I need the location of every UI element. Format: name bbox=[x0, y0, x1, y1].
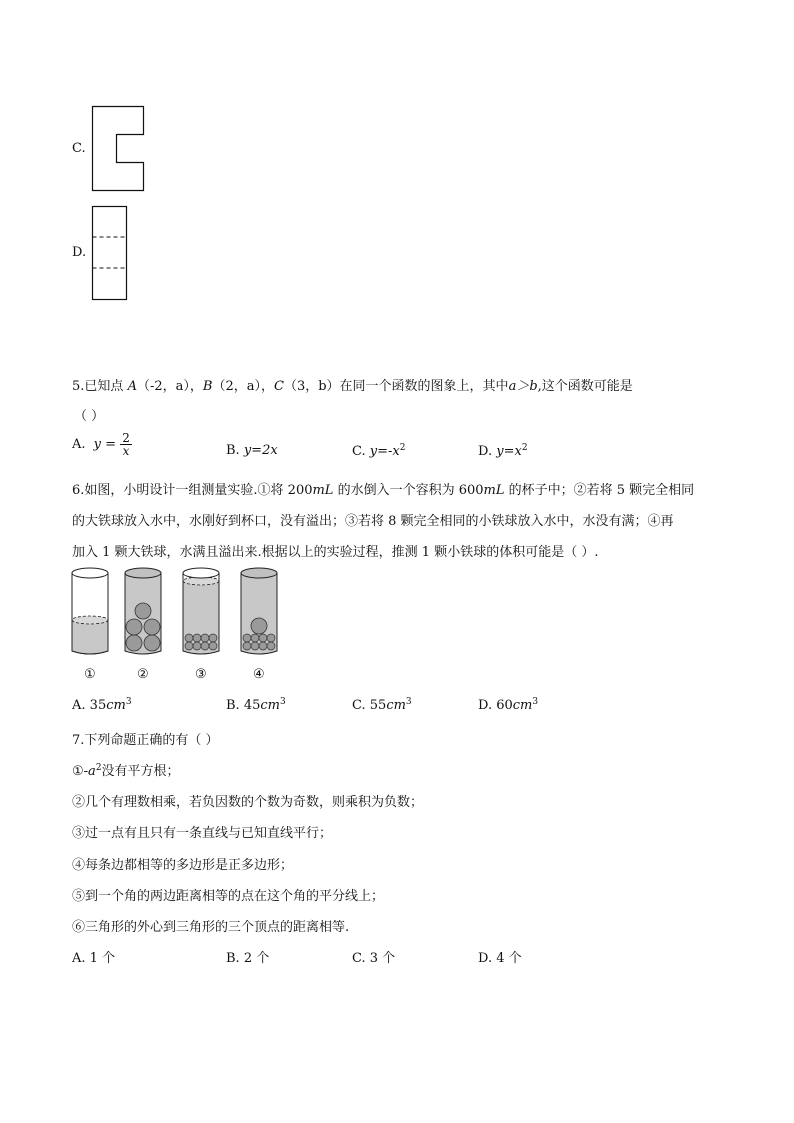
q5-option-a: A. y = $\frac{2}{x}$ bbox=[72, 431, 130, 458]
q6-option-d: D. $60cm^3$ bbox=[478, 697, 539, 713]
q7-statement-6: ⑥三角形的外心到三角形的三个顶点的距离相等. bbox=[72, 920, 350, 935]
q4-option-d-label: D. bbox=[72, 245, 87, 260]
q4-option-c-label: C. bbox=[72, 141, 86, 156]
q5-option-c: C. $y=-x^2$ bbox=[352, 443, 406, 459]
q7-option-a: A. 1 个 bbox=[72, 951, 116, 966]
q5-stem: 5.已知点 A（-2，a），B（2，a），C（3，b）在同一个函数的图象上，其中a＞b,这个函数可能是 bbox=[72, 379, 633, 394]
q6-option-c: C. $55cm^3$ bbox=[352, 697, 412, 713]
cup-label-2: ② bbox=[137, 667, 149, 682]
q7-option-c: C. 3 个 bbox=[352, 951, 396, 966]
q6-cups-figure bbox=[68, 565, 288, 661]
cup-2 bbox=[125, 568, 161, 654]
q5-answer-paren: （ ） bbox=[74, 409, 105, 424]
q6-stem-line-2: 的大铁球放入水中，水刚好到杯口，没有溢出；③若将 8 颗完全相同的小铁球放入水中，水没有满；④再 bbox=[72, 514, 674, 529]
cup-4 bbox=[241, 568, 277, 654]
q4-option-d-figure bbox=[90, 204, 130, 302]
cup-3 bbox=[183, 568, 219, 654]
q5-option-d: D. $y=x^2$ bbox=[478, 443, 528, 459]
q6-stem-line-3: 加入 1 颗大铁球，水满且溢出来.根据以上的实验过程，推测 1 颗小铁球的体积可能是（ ）. bbox=[72, 545, 599, 560]
q6-option-b: B. $45cm^3$ bbox=[226, 697, 286, 713]
q7-statement-5: ⑤到一个角的两边距离相等的点在这个角的平分线上； bbox=[72, 889, 385, 904]
cup-1 bbox=[72, 568, 108, 654]
cup-label-3: ③ bbox=[195, 667, 207, 682]
q4-option-c-figure bbox=[90, 104, 146, 194]
q5-option-b: B. y=2x bbox=[226, 443, 278, 458]
q6-stem-line-1: 6.如图，小明设计一组测量实验.①将 200mL 的水倒入一个容积为 600mL 的杯子中；②若将 5 颗完全相同 bbox=[72, 483, 695, 498]
q7-option-b: B. 2 个 bbox=[226, 951, 270, 966]
q7-statement-4: ④每条边都相等的多边形是正多边形； bbox=[72, 858, 294, 873]
q7-statement-3: ③过一点有且只有一条直线与已知直线平行； bbox=[72, 826, 333, 841]
cup-label-4: ④ bbox=[253, 667, 265, 682]
q7-statement-1: $①-a^2$没有平方根； bbox=[72, 763, 180, 779]
q7-stem: 7.下列命题正确的有（ ） bbox=[72, 733, 219, 748]
fraction: $\frac{2}{x}$ bbox=[122, 431, 130, 458]
q7-statement-2: ②几个有理数相乘，若负因数的个数为奇数，则乘积为负数； bbox=[72, 795, 424, 810]
q7-option-d: D. 4 个 bbox=[478, 951, 522, 966]
cup-label-1: ① bbox=[84, 667, 96, 682]
q6-option-a: A. $35cm^3$ bbox=[72, 697, 132, 713]
